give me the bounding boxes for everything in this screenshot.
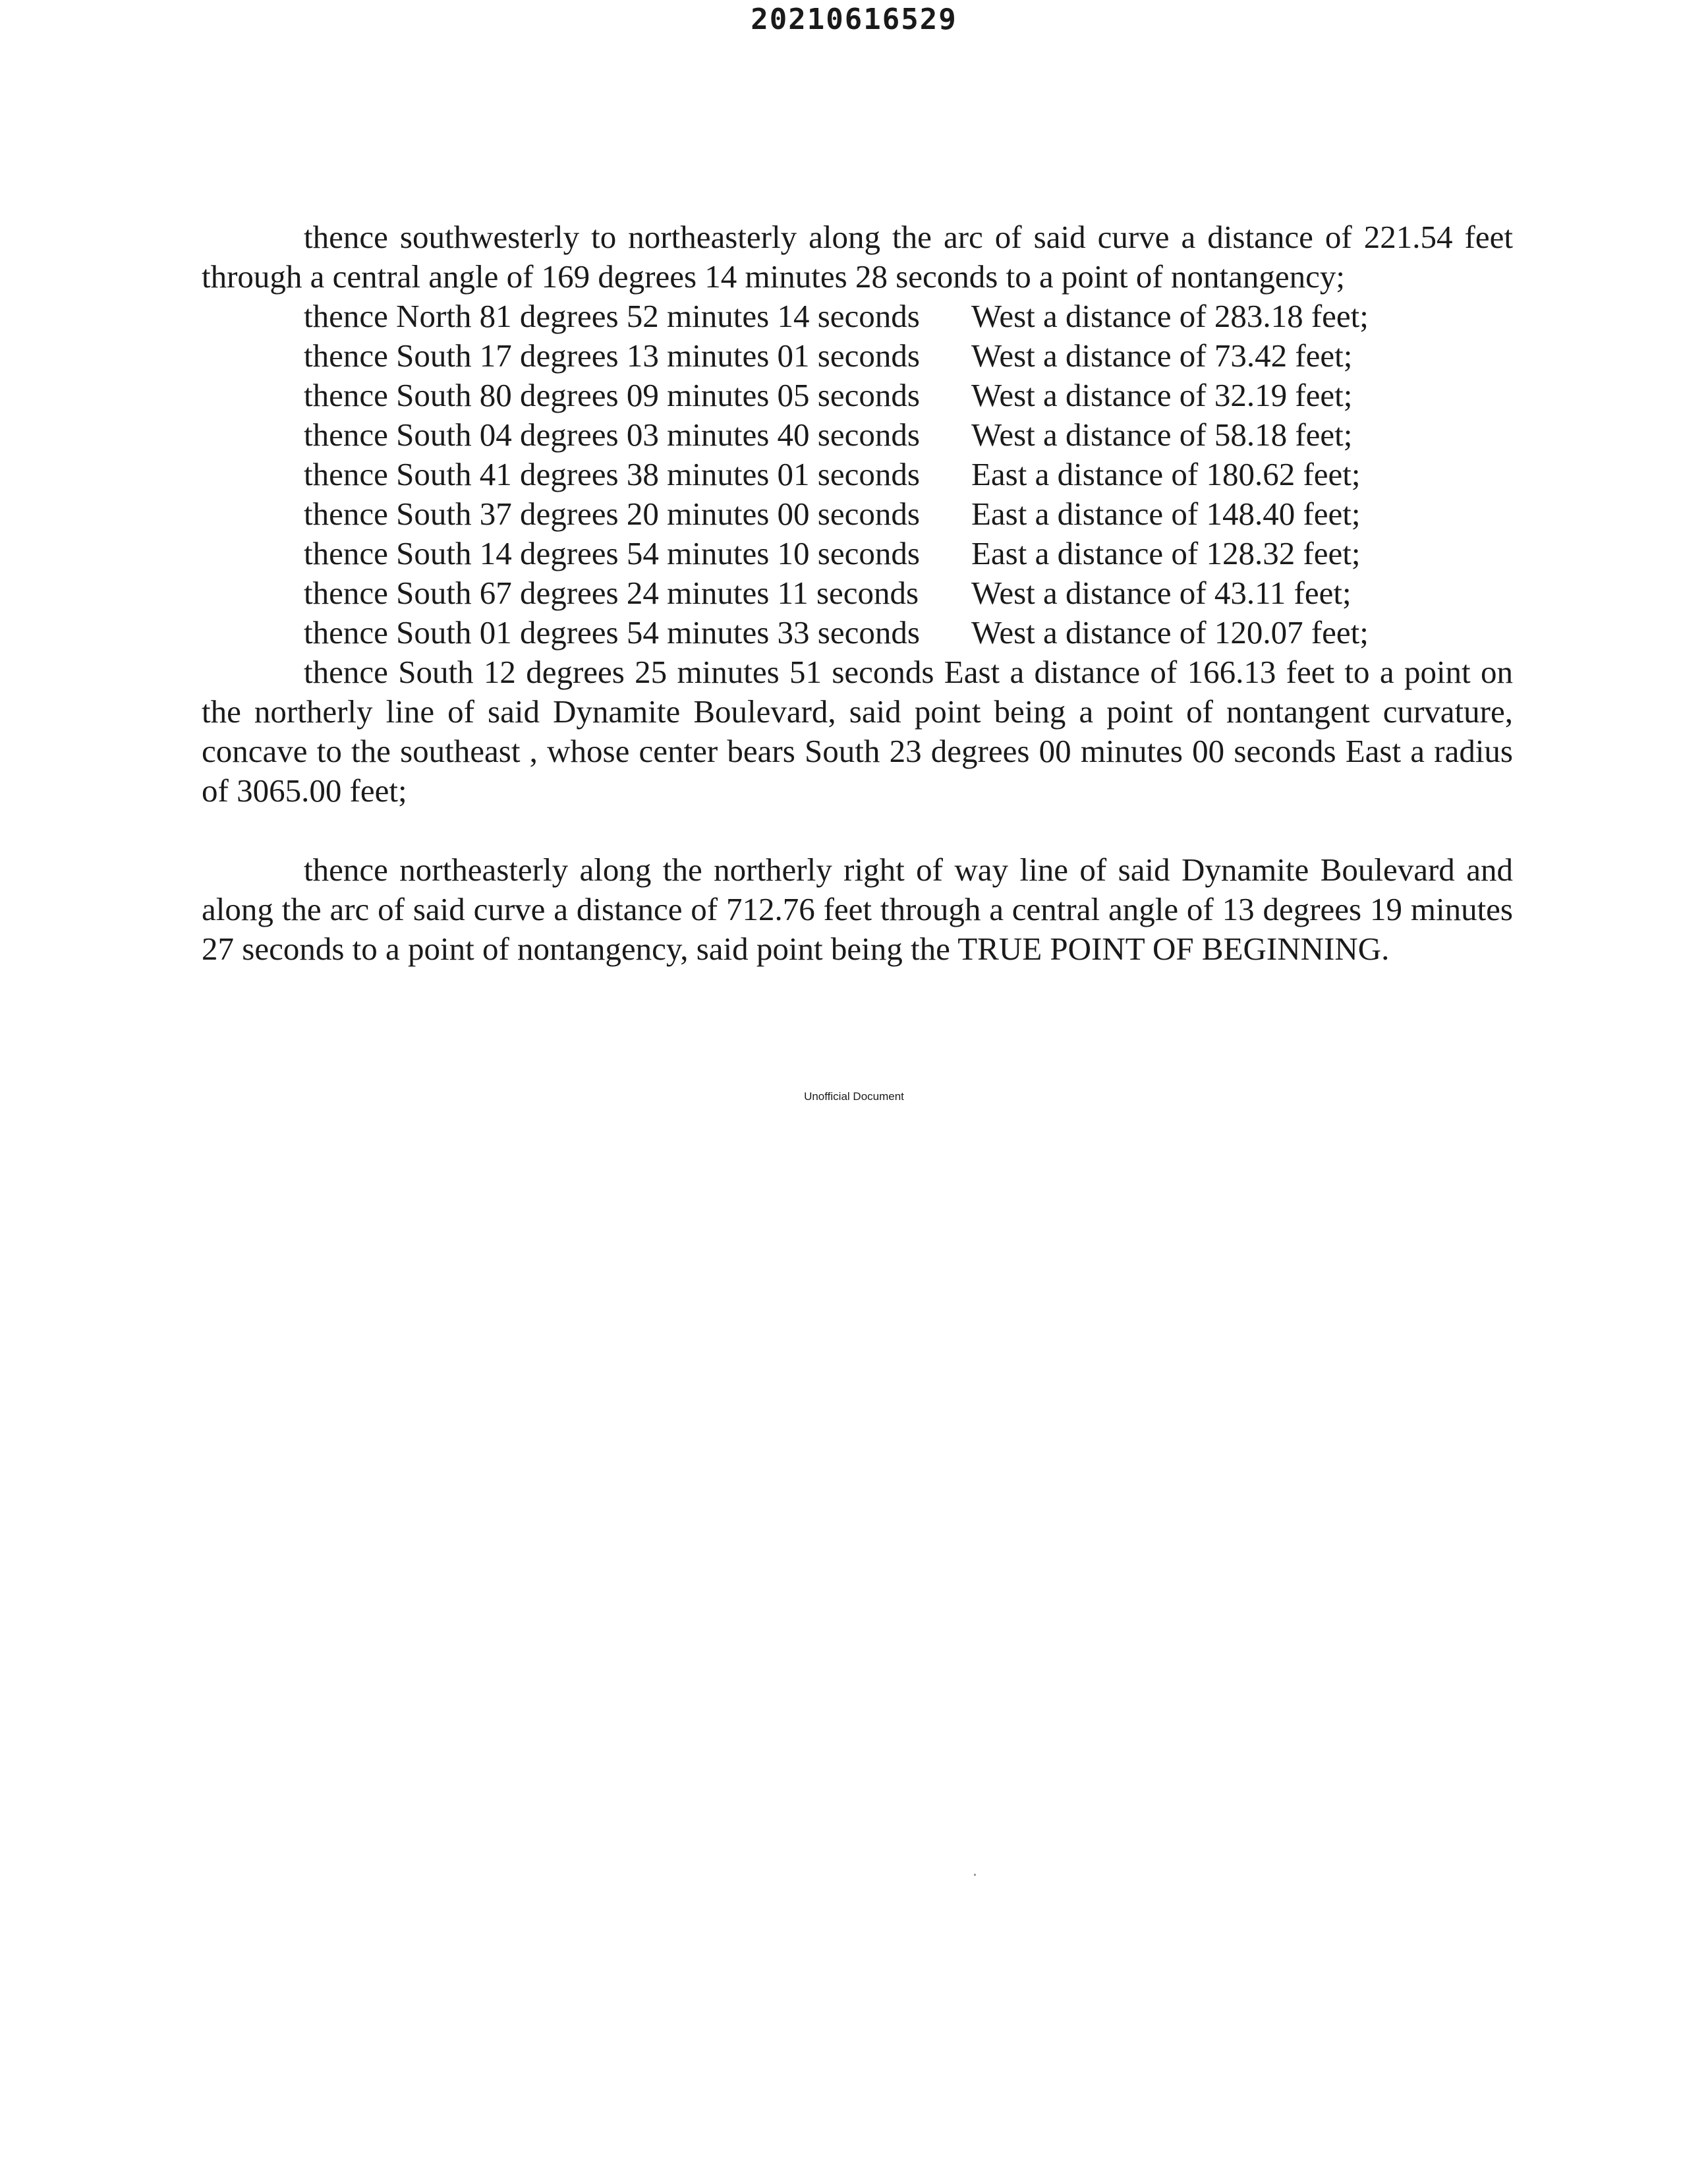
course-distance: East a distance of 148.40 feet;: [971, 496, 1361, 532]
course-line: [202, 376, 1513, 415]
paragraph-gap: [202, 811, 1513, 850]
course-bearing: thence South 17 degrees 13 minutes 01 seconds: [304, 337, 920, 374]
course-distance: West a distance of 283.18 feet;: [971, 298, 1369, 334]
course-distance: West a distance of 120.07 feet;: [971, 614, 1369, 651]
course-line: [202, 455, 1513, 494]
course-bearing: thence South 80 degrees 09 minutes 05 seconds: [304, 377, 920, 413]
course-line: [202, 415, 1513, 455]
document-number: 20210616529: [751, 3, 957, 36]
course-bearing: thence South 14 degrees 54 minutes 10 seconds: [304, 535, 920, 571]
course-bearing: thence South 37 degrees 20 minutes 00 seconds: [304, 496, 920, 532]
course-line: [202, 494, 1513, 534]
course-distance: East a distance of 128.32 feet;: [971, 535, 1361, 571]
course-line: [202, 573, 1513, 613]
opening-paragraph: thence southwesterly to northeasterly along the arc of said curve a distance of 221.54 feet through a central angle of 169 degrees 14 minutes 28 seconds to a point of nontangency;: [202, 219, 1513, 295]
unofficial-watermark: Unofficial Document: [804, 1090, 904, 1103]
course-bearing: thence South 41 degrees 38 minutes 01 seconds: [304, 456, 920, 492]
course-bearing: thence North 81 degrees 52 minutes 14 seconds: [304, 298, 920, 334]
closing-paragraph: thence northeasterly along the northerly right of way line of said Dynamite Boulevard and along the arc of said curve a distance of 712.76 feet through a central angle of 13 degrees 19 minutes 27 seconds to a point of nontangency, said point being the TRUE POINT OF BEGINNING.: [202, 852, 1513, 967]
course-bearing: thence South 67 degrees 24 minutes 11 seconds: [304, 575, 919, 611]
course-distance: West a distance of 73.42 feet;: [971, 337, 1353, 374]
final-course-paragraph: thence South 12 degrees 25 minutes 51 seconds East a distance of 166.13 feet to a point on the northerly line of said Dynamite Boulevard, said point being a point of nontangent curvature, concave to the southeast , whose center bears South 23 degrees 00 minutes 00 seconds East a radius of 3065.00 feet;: [202, 654, 1513, 809]
legal-description: [202, 218, 1513, 969]
course-line: [202, 534, 1513, 573]
course-line: [202, 297, 1513, 336]
course-distance: West a distance of 58.18 feet;: [971, 417, 1353, 453]
course-distance: West a distance of 32.19 feet;: [971, 377, 1353, 413]
course-bearing: thence South 01 degrees 54 minutes 33 seconds: [304, 614, 920, 651]
course-distance: East a distance of 180.62 feet;: [971, 456, 1361, 492]
scan-speck: [974, 1874, 976, 1876]
course-distance: West a distance of 43.11 feet;: [971, 575, 1352, 611]
course-bearing: thence South 04 degrees 03 minutes 40 seconds: [304, 417, 920, 453]
course-line: [202, 336, 1513, 376]
course-line: [202, 613, 1513, 652]
